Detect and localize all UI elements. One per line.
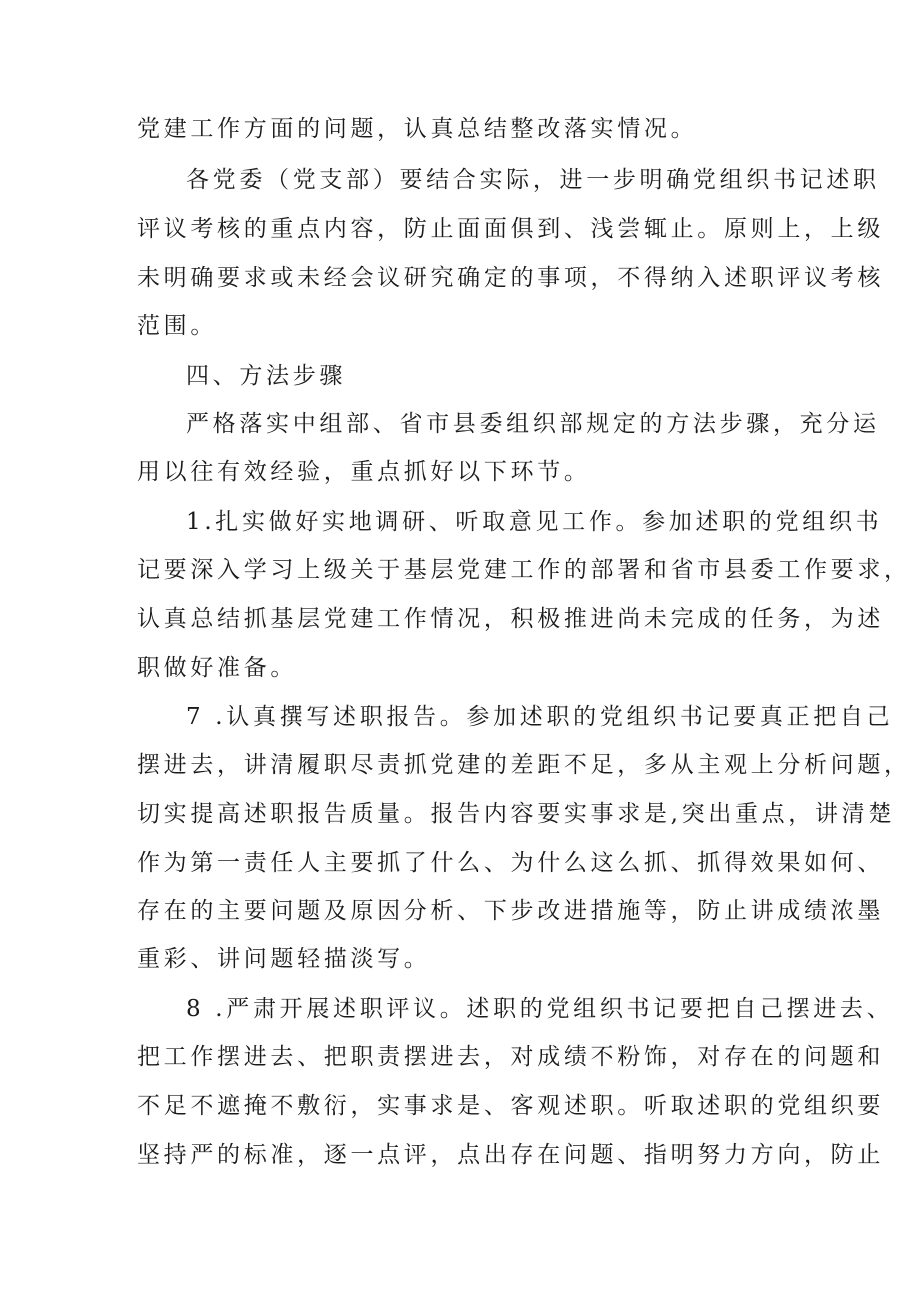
text-line: 职做好准备。 (137, 655, 298, 681)
text-line: 摆进去，讲清履职尽责抓党建的差距不足，多从主观上分析问题， (137, 752, 911, 778)
text-line: 切实提高述职报告质量。报告内容要实事求是,突出重点，讲清楚 (137, 801, 896, 827)
text-line: 1.扎实做好实地调研、听取意见工作。参加述职的党组织书 (186, 509, 883, 535)
text-line: 认真总结抓基层党建工作情况，积极推进尚未完成的任务，为述 (137, 606, 885, 632)
text-line: 记要深入学习上级关于基层党建工作的部署和省市县委工作要求， (137, 557, 911, 583)
text-line: 各党委（党支部）要结合实际，进一步明确党组织书记述职 (186, 167, 880, 193)
text-line: 不足不遮掩不敷衍，实事求是、客观述职。听取述职的党组织要 (137, 1093, 885, 1119)
text-line: 党建工作方面的问题，认真总结整改落实情况。 (137, 116, 698, 142)
text-line: 存在的主要问题及原因分析、下步改进措施等，防止讲成绩浓墨 (137, 898, 885, 924)
text-line: 8 .严肃开展述职评议。述职的党组织书记要把自己摆进去、 (186, 996, 894, 1022)
section-heading: 四、方法步骤 (186, 363, 347, 389)
text-line: 把工作摆进去、把职责摆进去，对成绩不粉饰，对存在的问题和 (137, 1044, 885, 1070)
text-line: 坚持严的标准，逐一点评，点出存在问题、指明努力方向，防止 (137, 1142, 885, 1168)
text-line: 用以往有效经验，重点抓好以下环节。 (137, 459, 591, 485)
text-line: 评议考核的重点内容，防止面面俱到、浅尝辄止。原则上，上级 (137, 216, 885, 242)
text-line: 7 .认真撰写述职报告。参加述职的党组织书记要真正把自己 (186, 704, 894, 730)
text-line: 未明确要求或未经会议研究确定的事项，不得纳入述职评议考核 (137, 265, 885, 291)
text-line: 作为第一责任人主要抓了什么、为什么这么抓、抓得效果如何、 (137, 850, 885, 876)
text-line: 重彩、讲问题轻描淡写。 (137, 946, 431, 972)
text-line: 严格落实中组部、省市县委组织部规定的方法步骤，充分运 (186, 411, 880, 437)
text-line: 范围。 (137, 313, 218, 339)
